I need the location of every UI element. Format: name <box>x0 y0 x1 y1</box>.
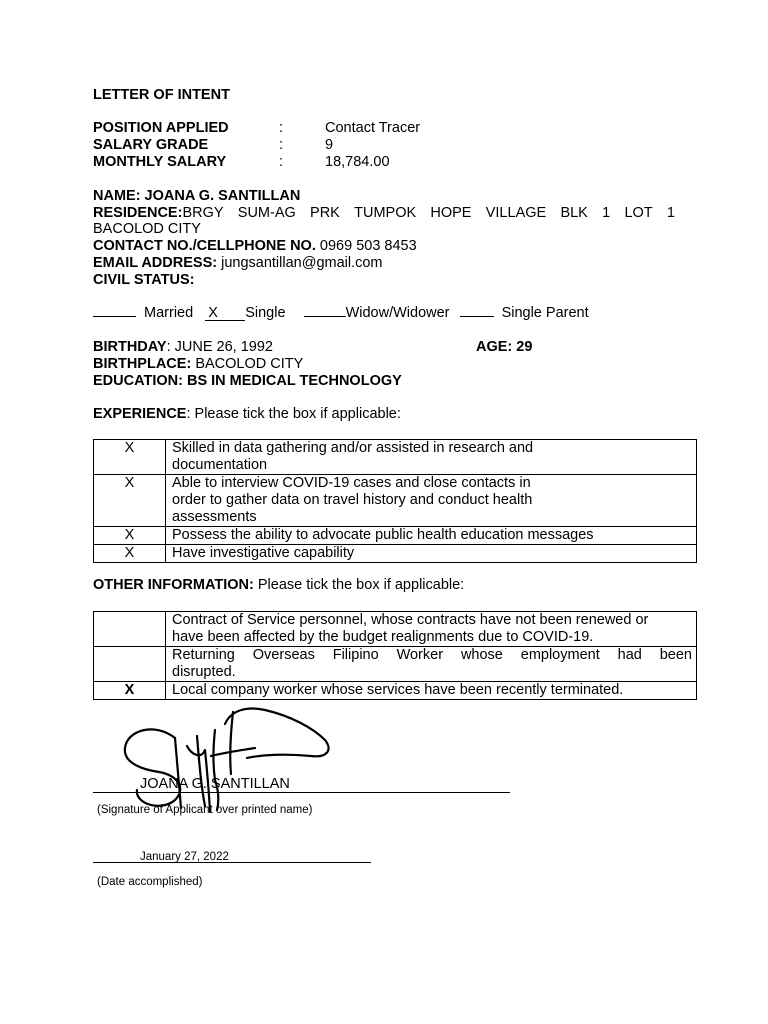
email-value: jungsantillan@gmail.com <box>221 255 383 271</box>
item-line: Returning Overseas Filipino Worker whose employment had been <box>172 647 692 663</box>
monthly-salary-colon: : <box>279 154 284 170</box>
residence-word: LOT <box>624 205 653 221</box>
document-title: LETTER OF INTENT <box>93 87 230 103</box>
item-line: Skilled in data gathering and/or assisted in research and <box>172 440 534 456</box>
position-value: Contact Tracer <box>325 120 421 136</box>
email-label: EMAIL ADDRESS: <box>93 255 218 271</box>
item-line: documentation <box>172 457 268 473</box>
date-caption: (Date accomplished) <box>97 876 203 888</box>
item-cell <box>166 545 697 563</box>
birthday-value: : JUNE 26, 1992 <box>166 339 273 355</box>
civil-status-label: CIVIL STATUS: <box>93 272 195 288</box>
birthplace-line <box>93 356 303 373</box>
age: AGE: 29 <box>476 339 533 355</box>
other-info-table <box>93 611 697 700</box>
residence-line-2: BACOLOD CITY <box>93 221 201 237</box>
tick-cell <box>94 612 166 647</box>
monthly-salary-value: 18,784.00 <box>325 154 390 170</box>
tick-cell: X <box>94 475 166 527</box>
item-line: Possess the ability to advocate public health education messages <box>172 527 594 543</box>
single-mark: X <box>205 306 245 321</box>
experience-table <box>93 439 697 563</box>
single-parent-label: Single Parent <box>501 305 589 321</box>
table-row <box>94 612 697 647</box>
position-label: POSITION APPLIED <box>93 120 229 136</box>
residence-word: TUMPOK <box>354 205 417 221</box>
contact-value: 0969 503 8453 <box>319 238 417 254</box>
date-line <box>93 862 371 863</box>
item-cell <box>166 682 697 700</box>
experience-heading <box>93 406 401 423</box>
tick-cell: X <box>94 682 166 700</box>
residence-word: BLK <box>560 205 588 221</box>
married-label: Married <box>144 305 194 321</box>
experience-label: EXPERIENCE <box>93 406 187 422</box>
experience-note: : Please tick the box if applicable: <box>186 406 401 422</box>
salary-grade-colon: : <box>279 137 284 153</box>
salary-grade-label: SALARY GRADE <box>93 137 209 153</box>
monthly-salary-label: MONTHLY SALARY <box>93 154 227 170</box>
other-info-label: OTHER INFORMATION: <box>93 577 254 593</box>
table-row <box>94 647 697 682</box>
residence-word: SUM-AG <box>237 205 296 221</box>
applicant-name: NAME: JOANA G. SANTILLAN <box>93 188 301 204</box>
birthday-line <box>93 339 273 356</box>
table-row <box>94 440 697 475</box>
residence-word: PRK <box>310 205 340 221</box>
item-cell <box>166 612 697 647</box>
birthday-label: BIRTHDAY <box>93 339 167 355</box>
other-info-note: Please tick the box if applicable: <box>253 577 465 593</box>
widow-label: Widow/Widower <box>345 305 450 321</box>
item-line: order to gather data on travel history and conduct health <box>172 492 533 508</box>
item-cell <box>166 527 697 545</box>
item-line: Have investigative capability <box>172 545 355 561</box>
item-line: disrupted. <box>172 664 236 680</box>
residence-word: HOPE <box>430 205 472 221</box>
birthplace-label: BIRTHPLACE: <box>93 356 192 372</box>
tick-cell: X <box>94 545 166 563</box>
item-line: Local company worker whose services have been recently terminated. <box>172 682 624 698</box>
table-row <box>94 682 697 700</box>
item-line: have been affected by the budget realignments due to COVID-19. <box>172 629 594 645</box>
item-line: Able to interview COVID-19 cases and close contacts in <box>172 475 531 491</box>
widow-blank <box>304 316 346 317</box>
table-row <box>94 545 697 563</box>
other-info-heading <box>93 577 464 594</box>
residence-word: VILLAGE <box>485 205 547 221</box>
position-colon: : <box>279 120 284 136</box>
handwritten-signature <box>115 700 340 820</box>
item-cell <box>166 440 697 475</box>
civil-status-options <box>93 305 589 322</box>
residence-word: BRGY <box>182 205 224 221</box>
education-line: EDUCATION: BS IN MEDICAL TECHNOLOGY <box>93 373 402 389</box>
residence-line <box>93 205 675 222</box>
birthplace-value: BACOLOD CITY <box>195 356 304 372</box>
contact-line <box>93 238 417 255</box>
item-cell <box>166 647 697 682</box>
signature-line <box>93 792 510 793</box>
item-cell <box>166 475 697 527</box>
table-row <box>94 475 697 527</box>
residence-label: RESIDENCE: <box>93 205 183 221</box>
item-line: assessments <box>172 509 257 525</box>
salary-grade-value: 9 <box>325 137 334 153</box>
single-label: Single <box>245 305 286 321</box>
signature-printed-name: JOANA G. SANTILLAN <box>140 776 290 792</box>
residence-word: 1 <box>602 205 611 221</box>
residence-word: 1 <box>666 205 675 221</box>
table-row <box>94 527 697 545</box>
item-line: Contract of Service personnel, whose contracts have not been renewed or <box>172 612 649 628</box>
date-accomplished-value: January 27, 2022 <box>140 851 229 863</box>
married-blank <box>93 316 136 317</box>
signature-caption: (Signature of Applicant over printed name) <box>97 804 313 816</box>
email-line <box>93 255 383 272</box>
tick-cell <box>94 647 166 682</box>
tick-cell: X <box>94 440 166 475</box>
contact-label: CONTACT NO./CELLPHONE NO. <box>93 238 316 254</box>
single-parent-blank <box>460 316 494 317</box>
tick-cell: X <box>94 527 166 545</box>
